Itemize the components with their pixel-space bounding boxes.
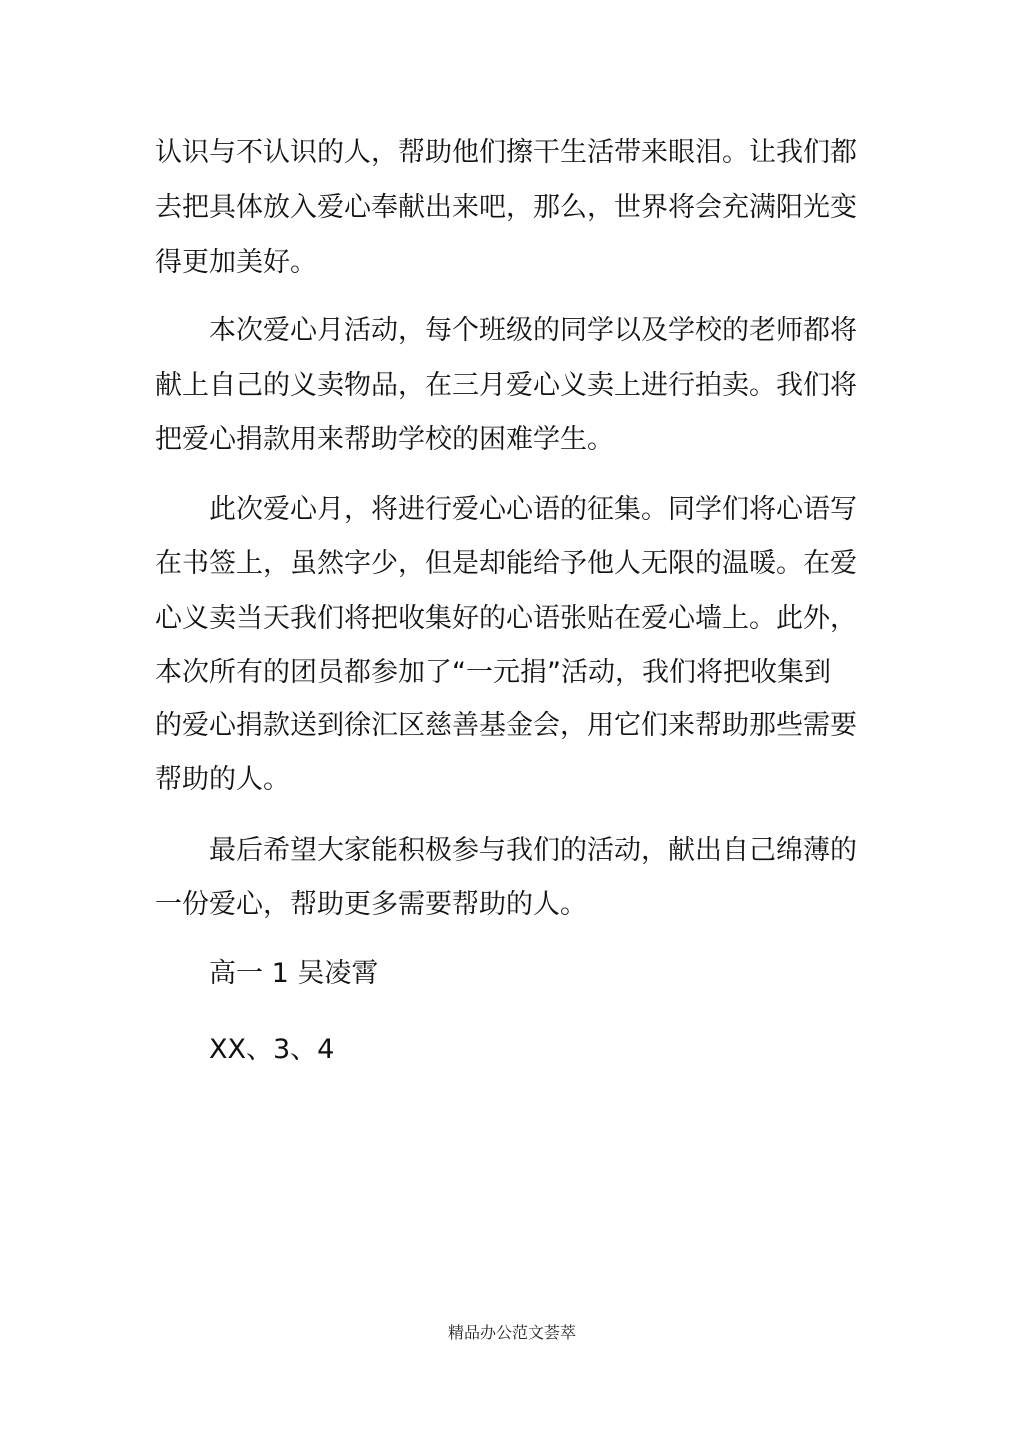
page-footer: 精品办公范文荟萃 <box>447 1323 576 1342</box>
paragraph-1-line-1: 认识与不认识的人，帮助他们擦干生活带来眼泪。让我们都 <box>155 137 857 168</box>
paragraph-3-line-3: 心义卖当天我们将把收集好的心语张贴在爱心墙上。此外， <box>155 603 857 634</box>
paragraph-1-line-2: 去把具体放入爱心奉献出来吧，那么，世界将会充满阳光变 <box>155 192 857 223</box>
signature-name: 高一 1 吴凌霄 <box>209 958 379 989</box>
paragraph-3-line-1: 此次爱心月，将进行爱心心语的征集。同学们将心语写 <box>209 494 857 525</box>
paragraph-1-line-3: 得更加美好。 <box>155 247 317 278</box>
paragraph-2-line-3: 把爱心捐款用来帮助学校的困难学生。 <box>155 424 614 455</box>
paragraph-3-line-2: 在书签上，虽然字少，但是却能给予他人无限的温暖。在爱 <box>155 548 857 579</box>
signature-date: XX、3、4 <box>209 1034 335 1065</box>
paragraph-3-line-4: 本次所有的团员都参加了“一元捐”活动，我们将把收集到 <box>155 657 831 688</box>
paragraph-4-line-2: 一份爱心，帮助更多需要帮助的人。 <box>155 889 587 920</box>
paragraph-3-line-5: 的爱心捐款送到徐汇区慈善基金会，用它们来帮助那些需要 <box>155 710 857 741</box>
paragraph-2-line-1: 本次爱心月活动，每个班级的同学以及学校的老师都将 <box>209 315 857 346</box>
paragraph-3-line-6: 帮助的人。 <box>155 764 290 795</box>
paragraph-2-line-2: 献上自己的义卖物品，在三月爱心义卖上进行拍卖。我们将 <box>155 370 857 401</box>
paragraph-4-line-1: 最后希望大家能积极参与我们的活动，献出自己绵薄的 <box>209 835 857 866</box>
